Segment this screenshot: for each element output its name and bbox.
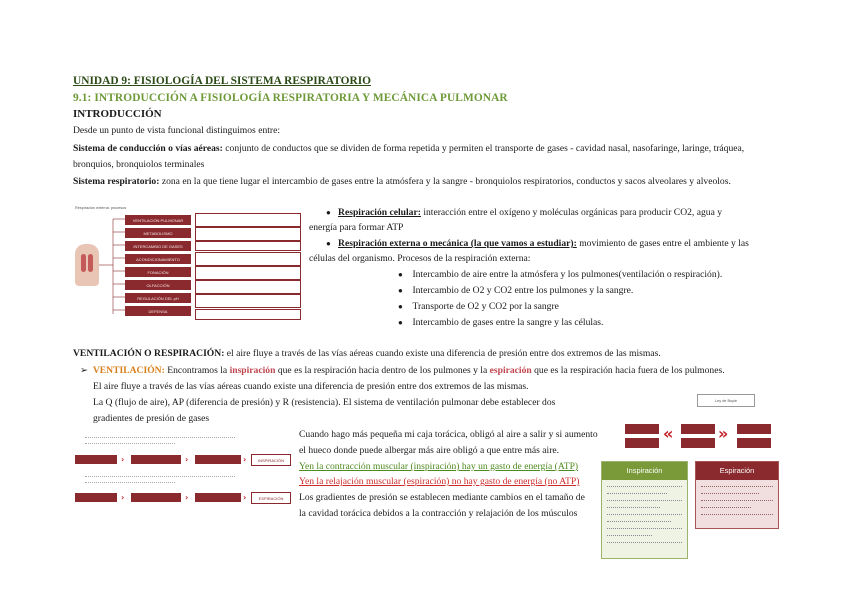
externa-item-4: ● Intercambio de gases entre la sangre y las células.	[398, 317, 604, 328]
externa-item-2: ● Intercambio de O2 y CO2 entre los pulmones y la sangre.	[398, 285, 634, 296]
process-box-2: METABOLISMO	[125, 228, 191, 238]
externa-item-1: ● Intercambio de aire entre la atmósfera y los pulmones(ventilación o respiración).	[398, 269, 723, 280]
respiratorio-term: Sistema respiratorio:	[73, 176, 160, 187]
process-desc-5	[195, 266, 301, 280]
section-subtitle: 9.1: INTRODUCCIÓN A FISIOLOGÍA RESPIRATORIA Y MECÁNICA PULMONAR	[73, 92, 508, 104]
flow-diagram	[73, 434, 295, 506]
flow-box-1	[75, 455, 117, 464]
right-flow-diagram	[625, 422, 775, 456]
arrow-icon: ➢	[80, 365, 89, 376]
ventilacion-line-2: El aire fluye a través de las vías aéreas cuando existe una diferencia de presión entre dos extremos de las mismas.	[93, 381, 529, 392]
process-desc-2	[195, 227, 301, 241]
ley-boyle-box: Ley de Boyle	[697, 394, 755, 407]
externa-text: movimiento de gases entre el ambiente y las	[576, 238, 749, 249]
process-box-1: VENTILACIÓN PULMONAR	[125, 215, 191, 225]
espiracion-card	[695, 461, 779, 529]
ventilacion-line-4: gradientes de presión de gases	[93, 413, 210, 424]
caja-line-3: Los gradientes de presión se establecen mediante cambios en el tamaño de	[299, 492, 585, 503]
conduccion-text: conjunto de conductos que se dividen de forma repetida y permiten el transporte de gases - cavidad nasal, nasofaringe, laringe, tráquea,	[222, 143, 745, 154]
arrow-right-icon: ›	[121, 493, 125, 502]
flow-box-2	[131, 455, 181, 464]
intro-heading: INTRODUCCIÓN	[73, 108, 162, 120]
flow-box-4	[75, 493, 117, 502]
conduccion-paragraph	[73, 143, 744, 155]
process-box-3: INTERCAMBIO DE GASES	[125, 241, 191, 251]
arrow-right-icon: ›	[243, 455, 247, 464]
ventilacion-line-1: ➢ VENTILACIÓN: Encontramos la inspiración que es la respiración hacia dentro de los pulmones y la espiración que es la respiración hacia fuera de los pulmones.	[80, 365, 725, 376]
respiratorio-text: zona en la que tiene lugar el intercambio de gases entre la atmósfera y la sangre - bronquiolos respiratorios, conductos y sacos alveolares y alveolos.	[159, 176, 731, 187]
process-desc-7	[195, 294, 301, 308]
inspiracion-title: Inspiración	[602, 462, 687, 480]
process-desc-6	[195, 280, 301, 294]
figure-caption: Respiración externa: procesos	[75, 206, 127, 210]
conduccion-term: Sistema de conducción o vías aéreas:	[73, 143, 223, 154]
conduccion-text-2: bronquios, bronquiolos terminales	[73, 159, 205, 170]
double-chevron-left-icon: «	[663, 424, 674, 443]
celular-text-2: energía para formar ATP	[309, 222, 404, 233]
process-box-5: FONACIÓN	[125, 267, 191, 277]
processes-figure	[73, 206, 303, 324]
flow-box-6	[195, 493, 241, 502]
ventilacion-heading: VENTILACIÓN O RESPIRACIÓN: el aire fluye a través de las vías aéreas cuando existe una diferencia de presión entre dos extremos de las mismas.	[73, 348, 661, 359]
process-box-8: DEFENSA	[125, 306, 191, 316]
externa-item-3: ● Transporte de O2 y CO2 por la sangre	[398, 301, 559, 312]
caja-green-line: Yen la contracción muscular (inspiración) hay un gasto de energía (ATP)	[299, 461, 579, 472]
flow-result-espiracion: ESPIRACIÓN	[251, 492, 291, 504]
celular-paragraph: ● Respiración celular: interacción entre el oxígeno y moléculas orgánicas para producir CO2, agua y	[326, 207, 723, 218]
externa-text-2: células del organismo. Procesos de la respiración externa:	[309, 253, 531, 264]
externa-term: Respiración externa o mecánica (la que vamos a estudiar):	[338, 238, 577, 249]
ventilacion-term: VENTILACIÓN O RESPIRACIÓN:	[73, 348, 225, 359]
process-desc-3	[195, 241, 301, 251]
torso-image	[75, 244, 99, 286]
ventilacion-line-3: La Q (flujo de aire), AP (diferencia de presión) y R (resistencia). El sistema de ventilación pulmonar debe establecer dos	[93, 397, 556, 408]
externa-paragraph: ● Respiración externa o mecánica (la que vamos a estudiar): movimiento de gases entre el ambiente y las	[326, 238, 749, 249]
inspiracion-card	[601, 461, 688, 559]
process-box-4: ACONDICIONAMIENTO	[125, 254, 191, 264]
caja-line-4: la cavidad torácica debidos a la contracción y relajación de los músculos	[299, 508, 578, 519]
double-chevron-right-icon: »	[718, 424, 729, 443]
page-title: UNIDAD 9: FISIOLOGÍA DEL SISTEMA RESPIRATORIO	[73, 75, 372, 87]
celular-text: interacción entre el oxígeno y moléculas orgánicas para producir CO2, agua y	[420, 207, 723, 218]
flow-box-3	[195, 455, 241, 464]
caja-line-2: el hueco donde puede albergar más aire obligó a que entre más aire.	[299, 445, 560, 456]
process-box-6: OLFACCIÓN	[125, 280, 191, 290]
flow-box-5	[131, 493, 181, 502]
arrow-right-icon: ›	[243, 493, 247, 502]
process-box-7: REGULACIÓN DEL pH	[125, 293, 191, 303]
process-desc-4	[195, 252, 301, 266]
process-desc-1	[195, 213, 301, 227]
arrow-right-icon: ›	[121, 455, 125, 464]
espiracion-title: Espiración	[696, 462, 778, 480]
caja-red-line: Yen la relajación muscular (espiración) no hay gasto de energía (no ATP)	[299, 476, 580, 487]
caja-line-1: Cuando hago más pequeña mi caja torácica, obligó al aire a salir y si aumento	[299, 429, 598, 440]
process-desc-8	[195, 309, 301, 320]
bracket-lines	[99, 210, 125, 320]
intro-line: Desde un punto de vista funcional distinguimos entre:	[73, 125, 281, 136]
arrow-right-icon: ›	[185, 455, 189, 464]
flow-result-inspiracion: INSPIRACIÓN	[251, 454, 291, 466]
respiratorio-paragraph	[73, 176, 731, 188]
celular-term: Respiración celular:	[338, 207, 421, 218]
arrow-right-icon: ›	[185, 493, 189, 502]
